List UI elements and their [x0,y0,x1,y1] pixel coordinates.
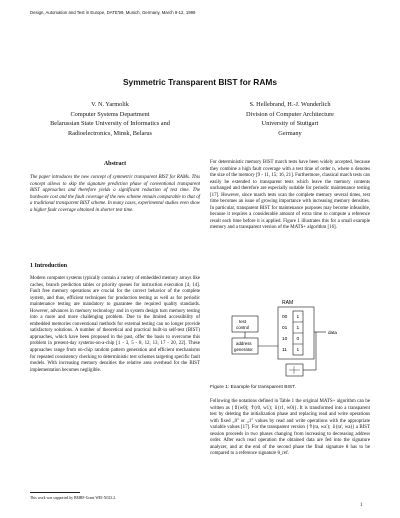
author-names: S. Hellebrand, H.-J. Wunderlich [249,101,331,108]
ram-address: 01 [282,326,288,331]
author-institution: University of Stuttgart [261,120,319,128]
author-block-right [200,100,380,138]
address-generator-label-1: address [236,341,252,346]
ram-bit: 1 [296,326,300,331]
footnote-divider [30,492,80,493]
ram-cells [282,311,303,355]
test-control-label-2: control [236,325,250,330]
conference-header: Design, Automation and Test in Europe, DATE'99, Munich, Germany, March 9-12, 1999 [30,10,196,15]
paper-title: Symmetric Transparent BIST for RAMs [122,77,278,87]
abstract-text: The paper introduces the new concept of symmetric transparent BIST for RAMs. This concept allows to skip the signature prediction phase of conventional transparent BIST approaches and therefore yields a significant reduction of test time. The hardware cost and the fault coverage of the new scheme remain comparable to that of a traditional transparent BIST scheme. In many cases, experimental studies even show a higher fault coverage obtained in shorter test time. [30,175,200,213]
ram-bit: 0 [296,337,300,342]
ram-address: 11 [282,348,287,353]
address-generator-label-2: generator [234,347,253,352]
author-location: Radioelectronics, Minsk, Belarus [68,129,152,137]
data-label: data [328,330,337,335]
right-column-paragraph-2: Following the notations defined in Table 1 the original MATS+ algorithm can be written as {⇕(w0); ⇑(r0, w1); ⇓(r1, w0)}. It is transformed into a transparent test by deleting the initialization phase and replacing read and write operations with fixed „0" or „1" values by read and write operations with the appropriate variable values [17]. For the transparent version {⇑(ra, wa'); ⇓(ra', wa)} a BIST session proceeds in two phases changing from increasing to decreasing address order. After each read operation the obtained data are fed into the signature analyzer, and at the end of the second phase the final signature θ has to be compared to a reference signature θ_ref. [210,399,370,457]
author-department: Computer Systems Department [70,110,150,118]
section-heading: 1 Introduction [30,263,68,269]
ram-bit: 1 [296,348,300,353]
figure-1-diagram [230,296,360,386]
abstract-heading: Abstract [103,161,127,167]
ram-bit: 1 [296,315,300,320]
author-location: Germany [278,129,302,137]
introduction-text: Modern computer systems typically contain a variety of embedded memory arrays like caches, branch prediction tables or priority queues for instruction execution [4, 14]. Fault free memory operations are crucial for the correct behavior of the complete system, and thus, efficient techniques for production testing as well as for periodic maintenance testing are mandatory to guarantee the required quality standards. However, advances in memory technology and in system design turn memory testing into a more and more challenging problem. Due to the limited accessibility of embedded memories conventional methods for external testing can no longer provide satisfactory solutions. A number of theoretical and practical built-in self-test (BIST) approaches, which have been proposed in the past, offer the basis to overcome this problem in present-day systems-on-a-chip [1 - 3, 5 - 8, 12, 13, 17 - 20, 22]. These approaches range from on-chip random pattern generation and efficient mechanisms for repeated consistency checking to deterministic test schemes targeting specific fault models. With increasing memory densities the relative area overhead for the BIST implementation becomes negligible. [30,276,200,373]
test-control-box [232,316,258,332]
ram-label: RAM [282,300,294,306]
figure-caption: Figure 1: Example for transparent BIST. [210,385,296,390]
right-column-paragraph-1: For deterministic memory BIST march tests have been widely accepted, because they combine a high fault coverage with a test time of order n, where n denotes the size of the memory [9 - 11, 15; 16, 21]. Furthermore, classical march tests can easily be extended to transparent tests which leave the memory contents unchanged and therefore are especially suitable for periodic maintenance testing [17]. However, since march tests scan the complete memory several times, test time becomes an issue of growing importance with increasing memory densities. In particular, transparent BIST for maintenance purposes may become infeasible, because it requires a considerable amount of extra time to compute a reference result each time before it is applied. Figure 1 illustrates this for a small example memory and a transparent version of the MATS+ algorithm [16]. [210,160,370,231]
author-department: Division of Computer Architecture [246,110,334,118]
author-block-left [20,100,200,138]
page-number: 1 [360,503,363,508]
test-control-label-1: test [239,319,247,324]
author-names: V. N. Yarmolik [91,101,129,108]
ram-address: 10 [282,337,288,342]
author-institution: Belarussian State University of Informatics and [50,120,170,128]
ram-address: 00 [282,315,288,320]
address-generator-box [232,338,258,354]
footnote: This work was supported by BMBF-Grant WEI-X023.2. [30,496,116,500]
